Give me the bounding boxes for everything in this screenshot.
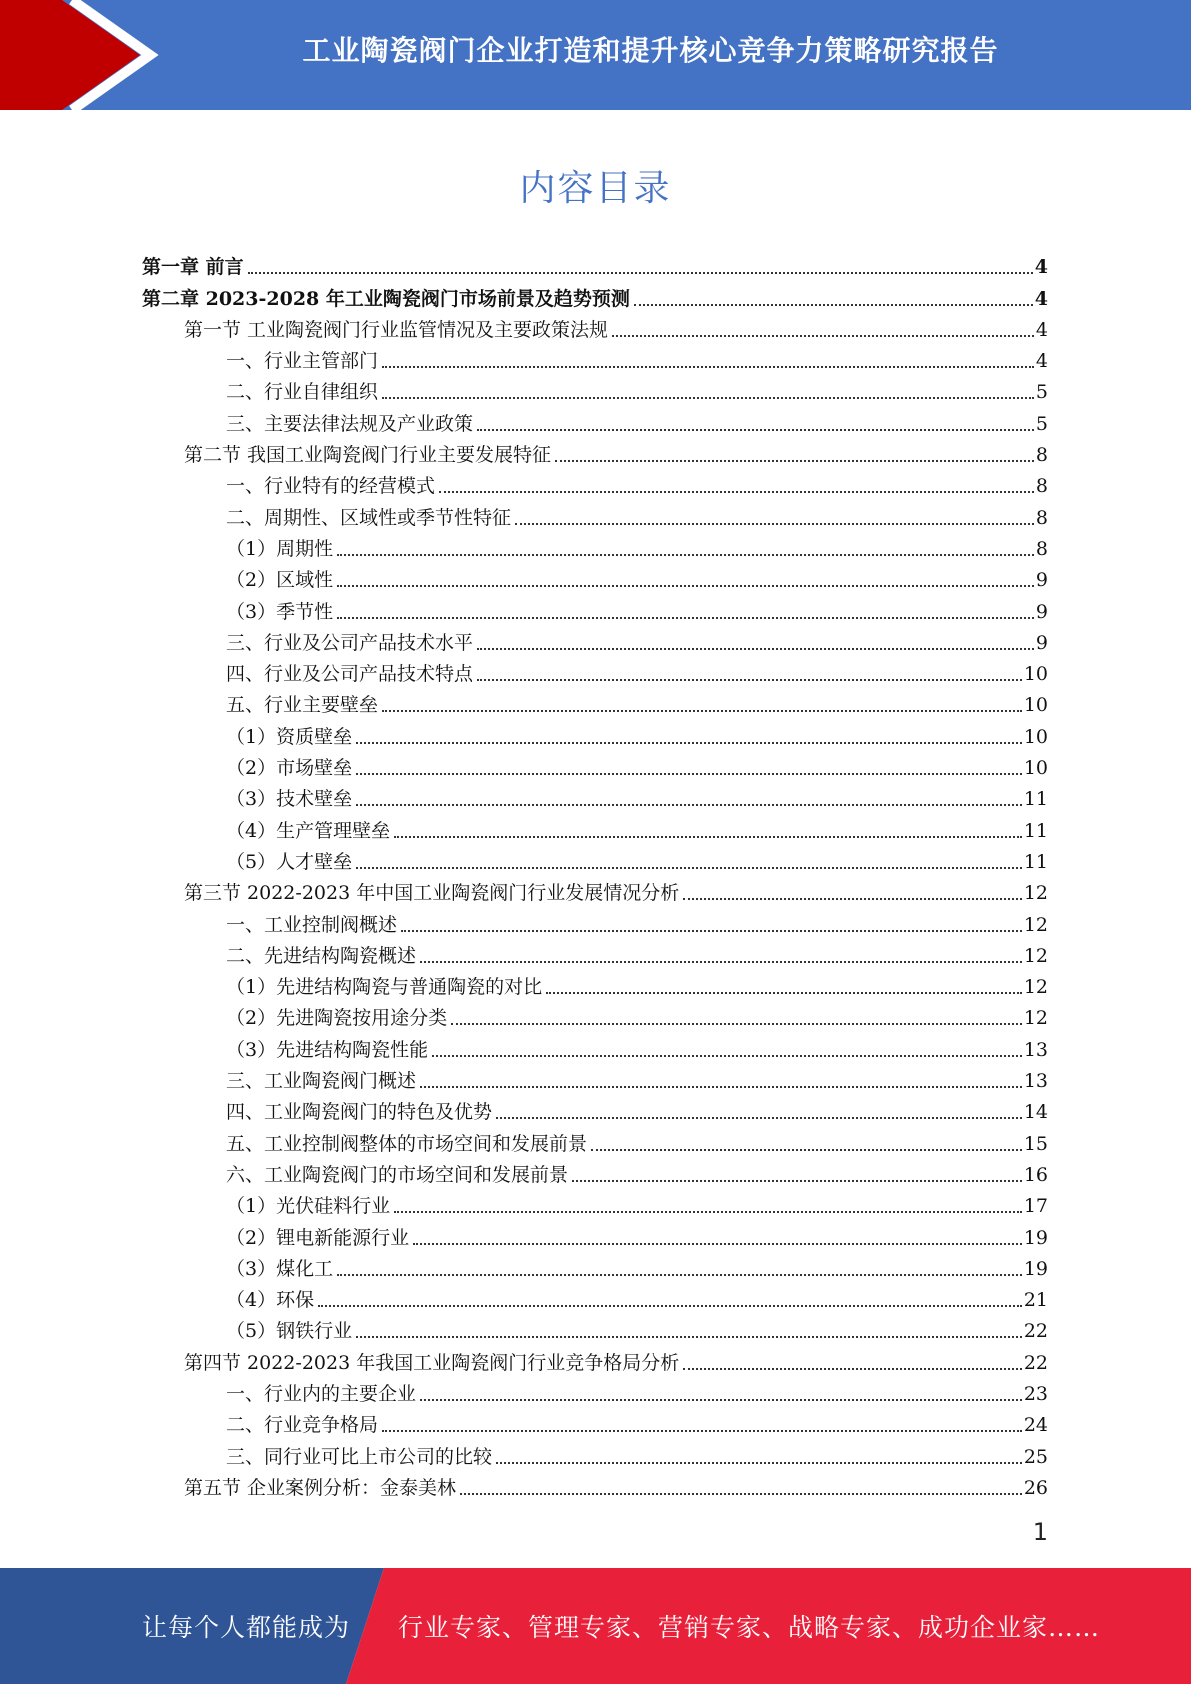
toc-entry-label: （3）季节性 bbox=[226, 600, 334, 623]
toc-entry-label: 第三节 2022-2023 年中国工业陶瓷阀门行业发展情况分析 bbox=[184, 882, 680, 905]
toc-entry-label: 五、行业主要壁垒 bbox=[226, 694, 379, 717]
toc-entry-page: 12 bbox=[1023, 882, 1048, 905]
red-arrow-shape bbox=[0, 0, 140, 110]
toc-entry-page: 26 bbox=[1023, 1476, 1048, 1499]
toc-leader-dots bbox=[337, 585, 1034, 587]
footer-slogan-right: 行业专家、管理专家、营销专家、战略专家、成功企业家…… bbox=[398, 1613, 1101, 1642]
toc-leader-dots bbox=[496, 1117, 1022, 1119]
toc-entry[interactable] bbox=[0, 535, 1191, 566]
toc-entry-label: 三、同行业可比上市公司的比较 bbox=[226, 1445, 493, 1468]
toc-entry-page: 10 bbox=[1023, 694, 1048, 717]
toc-leader-dots bbox=[420, 1086, 1022, 1088]
toc-entry-page: 4 bbox=[1035, 318, 1048, 341]
toc-entry-label: （1）先进结构陶瓷与普通陶瓷的对比 bbox=[226, 976, 543, 999]
toc-leader-dots bbox=[432, 1055, 1022, 1057]
toc-leader-dots bbox=[477, 429, 1034, 431]
toc-entry-label: （4）环保 bbox=[226, 1289, 315, 1312]
toc-leader-dots bbox=[337, 554, 1034, 556]
toc-entry-label: 三、工业陶瓷阀门概述 bbox=[226, 1070, 417, 1093]
toc-entry[interactable] bbox=[0, 1380, 1191, 1411]
toc-entry-page: 10 bbox=[1023, 757, 1048, 780]
toc-leader-dots bbox=[683, 898, 1022, 900]
toc-entry-label: 一、行业特有的经营模式 bbox=[226, 475, 436, 498]
page-number: 1 bbox=[1032, 1518, 1048, 1546]
table-of-contents bbox=[0, 253, 1191, 1505]
toc-entry[interactable] bbox=[0, 816, 1191, 847]
toc-entry[interactable] bbox=[0, 316, 1191, 347]
toc-entry-page: 10 bbox=[1023, 663, 1048, 686]
toc-entry[interactable] bbox=[0, 691, 1191, 722]
toc-leader-dots bbox=[546, 992, 1022, 994]
toc-entry[interactable] bbox=[0, 472, 1191, 503]
toc-entry[interactable] bbox=[0, 848, 1191, 879]
toc-entry-label: 第四节 2022-2023 年我国工业陶瓷阀门行业竞争格局分析 bbox=[184, 1351, 680, 1374]
toc-entry-label: 一、行业内的主要企业 bbox=[226, 1382, 417, 1405]
toc-leader-dots bbox=[634, 304, 1033, 306]
toc-entry-page: 15 bbox=[1023, 1132, 1048, 1155]
toc-leader-dots bbox=[477, 648, 1034, 650]
toc-leader-dots bbox=[356, 804, 1022, 806]
toc-entry-page: 17 bbox=[1023, 1195, 1048, 1218]
toc-entry[interactable] bbox=[0, 284, 1191, 315]
toc-entry-page: 4 bbox=[1034, 256, 1048, 279]
toc-entry-page: 11 bbox=[1023, 788, 1048, 811]
toc-leader-dots bbox=[337, 617, 1034, 619]
toc-leader-dots bbox=[439, 491, 1034, 493]
toc-leader-dots bbox=[420, 961, 1022, 963]
toc-entry-page: 16 bbox=[1023, 1163, 1048, 1186]
toc-entry-page: 13 bbox=[1023, 1070, 1048, 1093]
toc-leader-dots bbox=[401, 930, 1022, 932]
toc-entry[interactable] bbox=[0, 378, 1191, 409]
toc-entry-label: 第五节 企业案例分析：金泰美林 bbox=[184, 1476, 457, 1499]
toc-entry[interactable] bbox=[0, 785, 1191, 816]
toc-entry[interactable] bbox=[0, 409, 1191, 440]
toc-entry-page: 8 bbox=[1035, 506, 1048, 529]
toc-entry[interactable] bbox=[0, 1161, 1191, 1192]
toc-leader-dots bbox=[460, 1493, 1022, 1495]
toc-entry[interactable] bbox=[0, 1098, 1191, 1129]
toc-entry-label: （3）煤化工 bbox=[226, 1257, 334, 1280]
toc-entry-label: （5）钢铁行业 bbox=[226, 1320, 353, 1343]
toc-leader-dots bbox=[451, 1023, 1022, 1025]
toc-entry-label: 第一章 前言 bbox=[142, 256, 244, 279]
toc-entry[interactable] bbox=[0, 1004, 1191, 1035]
toc-leader-dots bbox=[356, 773, 1022, 775]
toc-entry-page: 22 bbox=[1023, 1351, 1048, 1374]
toc-entry-label: 五、工业控制阀整体的市场空间和发展前景 bbox=[226, 1132, 588, 1155]
toc-entry-label: 三、行业及公司产品技术水平 bbox=[226, 631, 474, 654]
toc-entry-label: （2）锂电新能源行业 bbox=[226, 1226, 410, 1249]
toc-entry[interactable] bbox=[0, 1223, 1191, 1254]
toc-entry[interactable] bbox=[0, 910, 1191, 941]
toc-leader-dots bbox=[318, 1305, 1022, 1307]
toc-entry-label: 二、周期性、区域性或季节性特征 bbox=[226, 506, 512, 529]
toc-entry[interactable] bbox=[0, 722, 1191, 753]
toc-entry-label: 二、行业竞争格局 bbox=[226, 1414, 379, 1437]
toc-leader-dots bbox=[612, 335, 1034, 337]
toc-entry-page: 8 bbox=[1035, 537, 1048, 560]
toc-entry-page: 14 bbox=[1023, 1101, 1048, 1124]
toc-entry-label: （1）周期性 bbox=[226, 537, 334, 560]
toc-leader-dots bbox=[337, 1274, 1022, 1276]
toc-leader-dots bbox=[515, 523, 1034, 525]
toc-entry[interactable] bbox=[0, 566, 1191, 597]
toc-entry[interactable] bbox=[0, 1255, 1191, 1286]
toc-entry[interactable] bbox=[0, 1411, 1191, 1442]
toc-entry[interactable] bbox=[0, 660, 1191, 691]
footer-slogan-left: 让每个人都能成为 bbox=[142, 1613, 351, 1642]
toc-entry-page: 11 bbox=[1023, 819, 1048, 842]
toc-entry-label: （4）生产管理壁垒 bbox=[226, 819, 391, 842]
toc-entry-label: （3）先进结构陶瓷性能 bbox=[226, 1038, 429, 1061]
toc-entry[interactable] bbox=[0, 347, 1191, 378]
toc-entry[interactable] bbox=[0, 1474, 1191, 1505]
toc-entry-page: 12 bbox=[1023, 913, 1048, 936]
toc-entry[interactable] bbox=[0, 973, 1191, 1004]
toc-entry-page: 11 bbox=[1023, 850, 1048, 873]
toc-entry-page: 8 bbox=[1035, 475, 1048, 498]
toc-leader-dots bbox=[356, 742, 1022, 744]
toc-leader-dots bbox=[382, 710, 1022, 712]
toc-leader-dots bbox=[496, 1462, 1022, 1464]
toc-entry[interactable] bbox=[0, 597, 1191, 628]
toc-leader-dots bbox=[382, 397, 1034, 399]
toc-entry[interactable] bbox=[0, 441, 1191, 472]
toc-entry[interactable] bbox=[0, 1067, 1191, 1098]
toc-leader-dots bbox=[382, 366, 1034, 368]
toc-leader-dots bbox=[572, 1180, 1022, 1182]
toc-entry-label: （1）资质壁垒 bbox=[226, 725, 353, 748]
toc-entry-label: （2）先进陶瓷按用途分类 bbox=[226, 1007, 448, 1030]
toc-heading: 内容目录 bbox=[519, 168, 672, 209]
toc-entry-label: （2）区域性 bbox=[226, 569, 334, 592]
toc-entry-label: 二、行业自律组织 bbox=[226, 381, 379, 404]
toc-entry[interactable] bbox=[0, 754, 1191, 785]
toc-entry[interactable] bbox=[0, 253, 1191, 284]
toc-entry-page: 22 bbox=[1023, 1320, 1048, 1343]
toc-entry-page: 9 bbox=[1035, 600, 1048, 623]
report-title: 工业陶瓷阀门企业打造和提升核心竞争力策略研究报告 bbox=[302, 34, 999, 67]
toc-leader-dots bbox=[356, 1336, 1022, 1338]
toc-entry[interactable] bbox=[0, 1035, 1191, 1066]
toc-entry-page: 10 bbox=[1023, 725, 1048, 748]
toc-entry-label: 第一节 工业陶瓷阀门行业监管情况及主要政策法规 bbox=[184, 318, 609, 341]
toc-entry-page: 4 bbox=[1035, 350, 1048, 373]
toc-entry-page: 24 bbox=[1023, 1414, 1048, 1437]
report-footer bbox=[0, 1568, 1191, 1684]
toc-entry-page: 23 bbox=[1023, 1382, 1048, 1405]
toc-entry-page: 5 bbox=[1035, 412, 1048, 435]
toc-leader-dots bbox=[394, 1211, 1022, 1213]
toc-leader-dots bbox=[555, 460, 1034, 462]
toc-leader-dots bbox=[382, 1430, 1022, 1432]
toc-entry[interactable] bbox=[0, 1286, 1191, 1317]
toc-entry-page: 5 bbox=[1035, 381, 1048, 404]
toc-entry-page: 9 bbox=[1035, 569, 1048, 592]
toc-entry-label: 三、主要法律法规及产业政策 bbox=[226, 412, 474, 435]
toc-entry-label: （2）市场壁垒 bbox=[226, 757, 353, 780]
toc-entry[interactable] bbox=[0, 1317, 1191, 1348]
toc-entry-page: 13 bbox=[1023, 1038, 1048, 1061]
toc-entry-label: 一、行业主管部门 bbox=[226, 350, 379, 373]
toc-entry[interactable] bbox=[0, 1348, 1191, 1379]
toc-leader-dots bbox=[477, 679, 1022, 681]
toc-leader-dots bbox=[356, 867, 1022, 869]
toc-entry-label: 六、工业陶瓷阀门的市场空间和发展前景 bbox=[226, 1163, 569, 1186]
toc-entry[interactable] bbox=[0, 503, 1191, 534]
toc-entry-page: 8 bbox=[1035, 444, 1048, 467]
toc-entry-page: 21 bbox=[1023, 1289, 1048, 1312]
toc-entry-label: 第二节 我国工业陶瓷阀门行业主要发展特征 bbox=[184, 444, 552, 467]
toc-entry-label: 四、行业及公司产品技术特点 bbox=[226, 663, 474, 686]
toc-entry[interactable] bbox=[0, 629, 1191, 660]
toc-entry-label: （5）人才壁垒 bbox=[226, 850, 353, 873]
toc-entry[interactable] bbox=[0, 942, 1191, 973]
toc-leader-dots bbox=[413, 1243, 1022, 1245]
toc-entry-page: 12 bbox=[1023, 1007, 1048, 1030]
toc-entry-label: 第二章 2023-2028 年工业陶瓷阀门市场前景及趋势预测 bbox=[142, 287, 630, 310]
toc-entry[interactable] bbox=[0, 1442, 1191, 1473]
toc-entry[interactable] bbox=[0, 1192, 1191, 1223]
toc-entry-page: 19 bbox=[1023, 1257, 1048, 1280]
toc-leader-dots bbox=[591, 1149, 1022, 1151]
toc-entry[interactable] bbox=[0, 879, 1191, 910]
toc-entry-label: （1）光伏硅料行业 bbox=[226, 1195, 391, 1218]
toc-entry-page: 9 bbox=[1035, 631, 1048, 654]
toc-entry-page: 25 bbox=[1023, 1445, 1048, 1468]
toc-entry-page: 12 bbox=[1023, 944, 1048, 967]
toc-leader-dots bbox=[394, 836, 1022, 838]
toc-entry-page: 4 bbox=[1034, 287, 1048, 310]
report-header bbox=[0, 0, 1191, 110]
toc-entry[interactable] bbox=[0, 1129, 1191, 1160]
toc-entry-label: 四、工业陶瓷阀门的特色及优势 bbox=[226, 1101, 493, 1124]
toc-entry-page: 19 bbox=[1023, 1226, 1048, 1249]
toc-leader-dots bbox=[248, 272, 1033, 274]
toc-leader-dots bbox=[683, 1368, 1022, 1370]
toc-entry-page: 12 bbox=[1023, 976, 1048, 999]
toc-entry-label: 二、先进结构陶瓷概述 bbox=[226, 944, 417, 967]
toc-entry-label: （3）技术壁垒 bbox=[226, 788, 353, 811]
toc-entry-label: 一、工业控制阀概述 bbox=[226, 913, 398, 936]
toc-leader-dots bbox=[420, 1399, 1022, 1401]
